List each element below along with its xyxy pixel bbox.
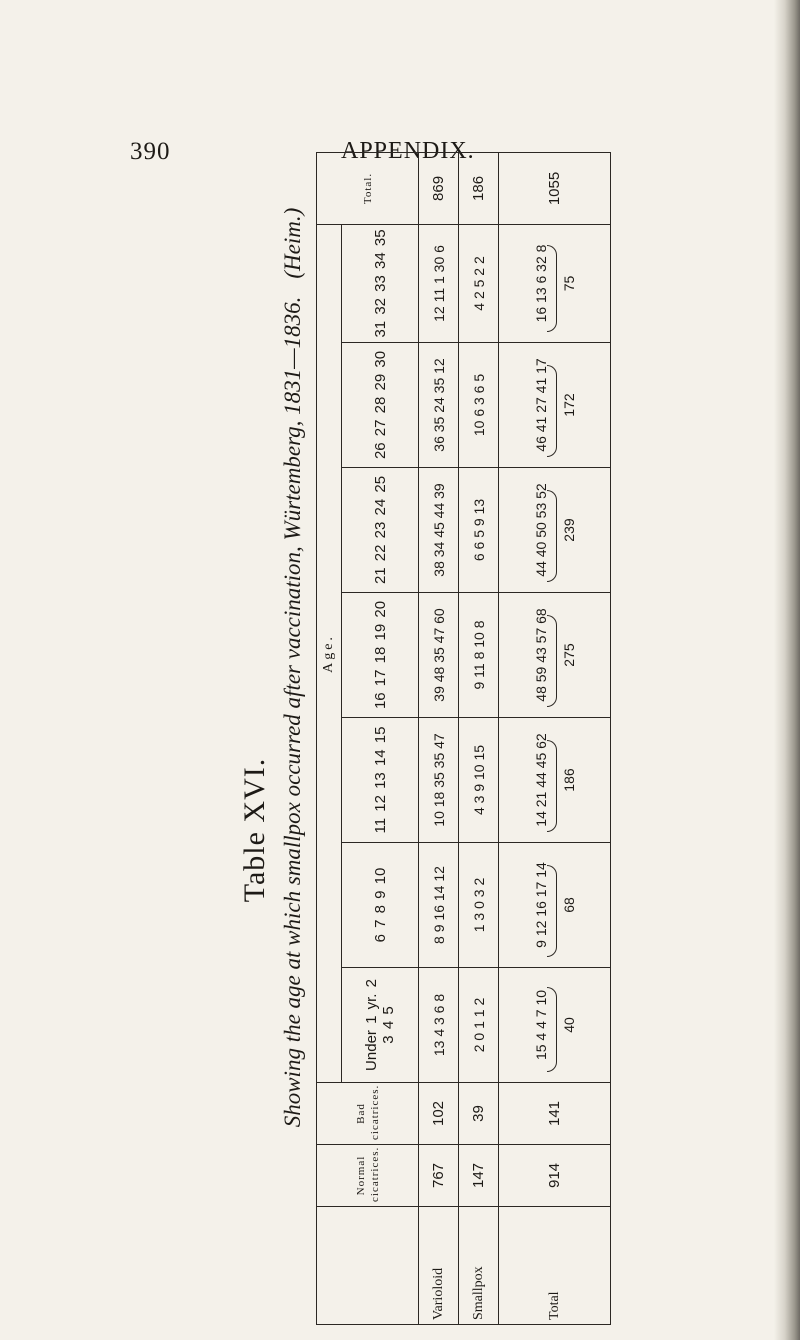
cell-age-group: 36 35 24 35 12 [419, 343, 459, 468]
cell-total: 1055 [499, 152, 611, 224]
group-total: 186 [560, 768, 577, 792]
cell-age-group: 9 11 8 10 8 [459, 593, 499, 718]
group-total: 75 [560, 275, 577, 292]
cell-age-group: 1 3 0 3 2 [459, 843, 499, 968]
cell-age-group: 8 9 16 14 12 [419, 843, 459, 968]
brace-icon [547, 615, 557, 707]
age-group-header: 6 7 8 9 10 [342, 843, 419, 968]
age-group-header: 26 27 28 29 30 [342, 343, 419, 468]
cell-bad: 102 [419, 1083, 459, 1145]
cell-total: 869 [419, 152, 459, 224]
caption-source: (Heim.) [280, 207, 305, 279]
table-row-smallpox [459, 152, 499, 1324]
group-total: 68 [560, 897, 577, 913]
group-values: 46 41 27 41 17 [532, 358, 549, 452]
group-values: 14 21 44 45 62 [532, 733, 549, 827]
age-group-header: 31 32 33 34 35 [342, 224, 419, 342]
header-kind [317, 1207, 419, 1325]
brace-icon [547, 365, 557, 457]
row-label: Smallpox [459, 1207, 499, 1325]
brace-icon [547, 490, 557, 582]
brace-icon [547, 865, 557, 957]
cell-age-group [499, 593, 611, 718]
cell-age-group: 4 2 5 2 2 [459, 224, 499, 342]
cell-age-group: 10 6 3 6 5 [459, 343, 499, 468]
brace-icon [547, 740, 557, 832]
cell-age-group [499, 468, 611, 593]
group-total: 275 [560, 643, 577, 667]
cell-age-group: 2 0 1 1 2 [459, 968, 499, 1083]
data-table [316, 152, 611, 1325]
cell-bad: 39 [459, 1083, 499, 1145]
row-label: Total [499, 1207, 611, 1325]
table-row-total [499, 152, 611, 1324]
cell-age-group: 12 11 1 30 6 [419, 224, 459, 342]
running-head: APPENDIX. [341, 138, 475, 164]
cell-normal: 914 [499, 1145, 611, 1207]
group-values: 15 4 4 7 10 [532, 989, 549, 1061]
age-group-header: 21 22 23 24 25 [342, 468, 419, 593]
cell-age-group: 4 3 9 10 15 [459, 718, 499, 843]
header-total: Total. [317, 152, 419, 224]
cell-age-group: 39 48 35 47 60 [419, 593, 459, 718]
group-values: 44 40 50 53 52 [532, 483, 549, 577]
cell-age-group [499, 843, 611, 968]
header-row-age [317, 152, 342, 1324]
cell-age-group [499, 224, 611, 342]
brace-icon [547, 245, 557, 332]
header-bad-cicatrices: Bad cicatrices. [317, 1083, 419, 1145]
group-values: 9 12 16 17 14 [532, 862, 549, 948]
brace-icon [547, 987, 557, 1072]
cell-bad: 141 [499, 1083, 611, 1145]
cell-age-group: 6 6 5 9 13 [459, 468, 499, 593]
cell-age-group [499, 968, 611, 1083]
page-number: 390 [130, 138, 171, 165]
page-edge-shadow [774, 0, 800, 1340]
age-group-header: 16 17 18 19 20 [342, 593, 419, 718]
cell-age-group: 38 34 45 44 39 [419, 468, 459, 593]
group-values: 16 13 6 32 8 [532, 244, 549, 323]
group-total: 239 [560, 518, 577, 542]
table-row-varioloid [419, 152, 459, 1324]
header-age: Age. [317, 224, 342, 1082]
smallpox-age-table [316, 171, 611, 1325]
caption-text: Showing the age at which smallpox occurred after vaccination, Würtemberg, 1831—1836. [280, 296, 305, 1128]
age-group-header: 11 12 13 14 15 [342, 718, 419, 843]
table-caption [280, 70, 306, 1265]
cell-age-group [499, 718, 611, 843]
cell-age-group: 10 18 35 35 47 [419, 718, 459, 843]
table-title: Table XVI. [238, 757, 271, 903]
row-label: Varioloid [419, 1207, 459, 1325]
group-total: 172 [560, 393, 577, 417]
header-normal-cicatrices: Normal cicatrices. [317, 1145, 419, 1207]
cell-age-group [499, 343, 611, 468]
group-values: 48 59 43 57 68 [532, 608, 549, 702]
cell-total: 186 [459, 152, 499, 224]
cell-age-group: 13 4 3 6 8 [419, 968, 459, 1083]
cell-normal: 767 [419, 1145, 459, 1207]
age-group-header: Under 1 yr. 2 3 4 5 [342, 968, 419, 1083]
cell-normal: 147 [459, 1145, 499, 1207]
group-total: 40 [560, 1017, 577, 1033]
